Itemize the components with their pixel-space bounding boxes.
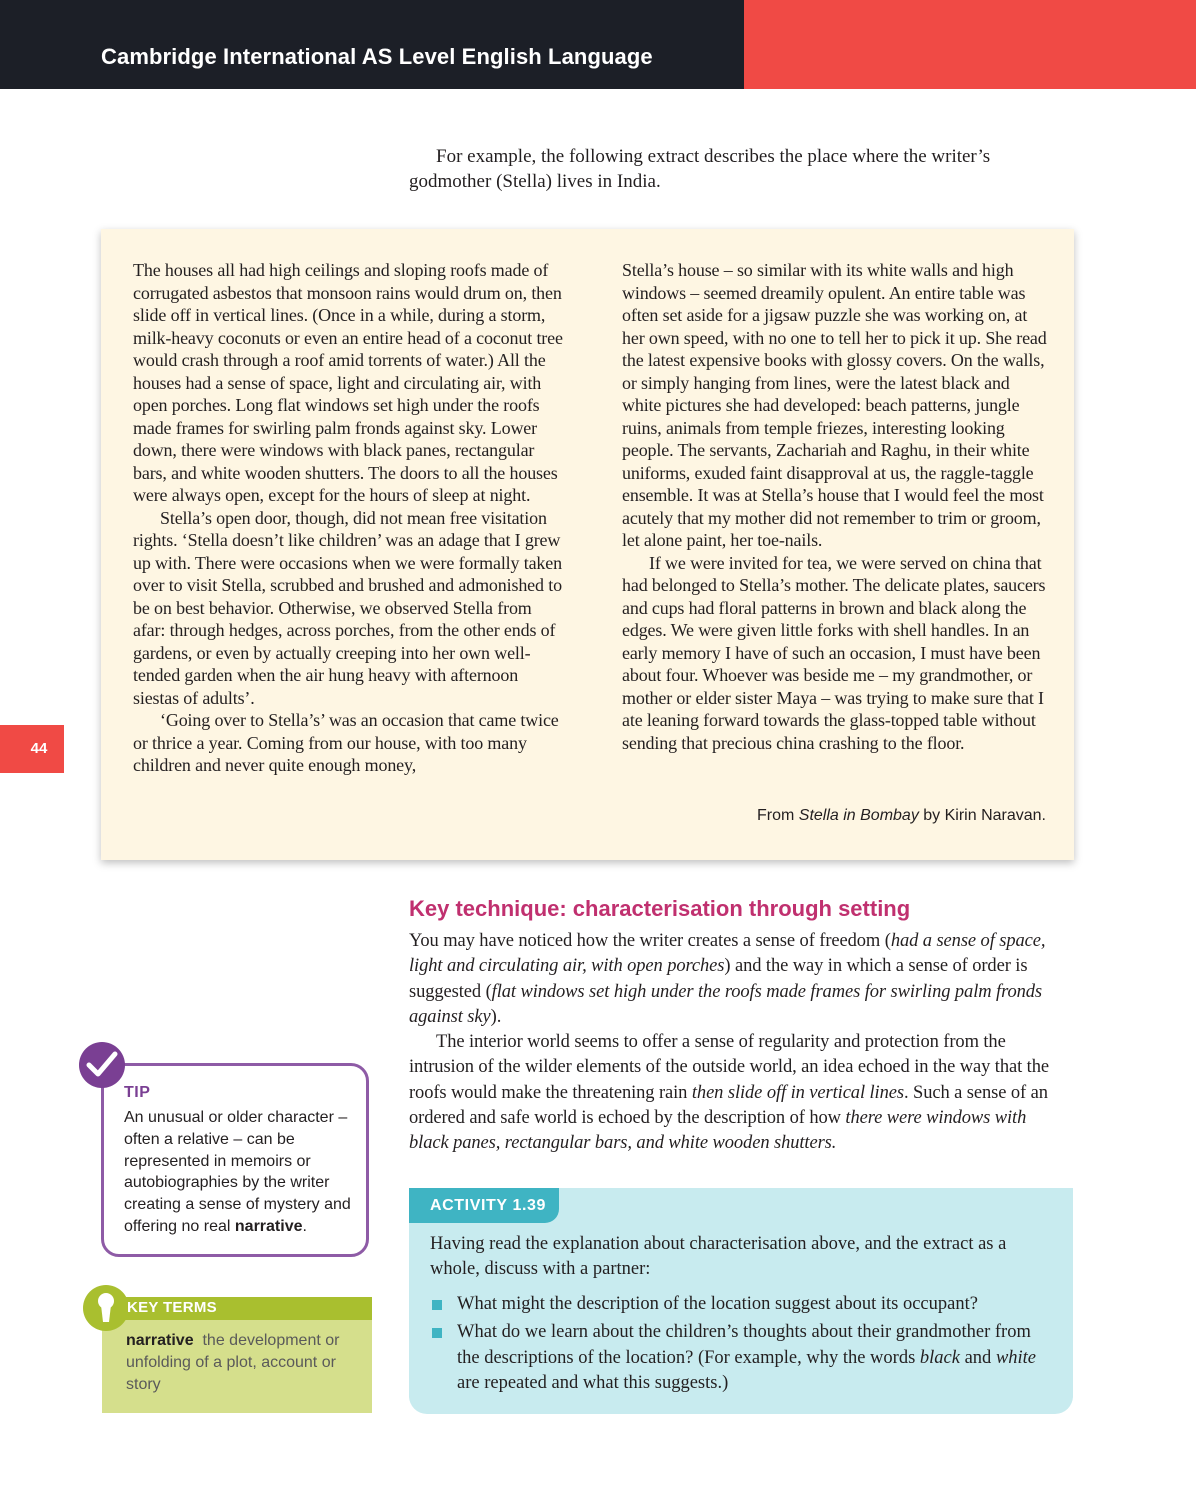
extract-source [757, 807, 1046, 825]
key-term: narrative [126, 1332, 194, 1349]
text-run: You may have noticed how the writer creates a sense of freedom ( [409, 931, 891, 951]
definition-text: the development or unfolding of a plot, account or story [126, 1332, 340, 1393]
question-text: What do we learn about the children’s thoughts about their grandmother from the descriptions of the location? (For example, why the words [457, 1322, 1031, 1368]
quote-run: flat windows set high under the roofs made frames for swirling palm fronds against sky [409, 981, 1043, 1027]
source-author: by Kirin Naravan. [918, 807, 1046, 824]
intro-text [409, 144, 1059, 194]
tip-text [124, 1107, 360, 1238]
keyhole-icon [83, 1285, 129, 1331]
list-item [430, 1320, 1055, 1396]
question-text: are repeated and what this suggests.) [457, 1372, 729, 1393]
checkmark-icon [79, 1042, 125, 1088]
quote-run: there were windows with black panes, rectangular bars, and white wooden shutters. [409, 1108, 1027, 1154]
extract-paragraph: Stella’s house – so similar with its white walls and high windows – seemed dreamily opulent. An entire table was often set aside for a jigsaw puzzle she was working on, at her own speed, with no one to tell her to pick it up. She read the latest expensive books with glossy covers. On the walls, or simply hanging from lines, were the latest black and white pictures she had developed: beach patterns, jungle ruins, animals from temple friezes, interesting looking people. The servants, Zachariah and Raghu, in their white uniforms, exuded faint disapproval at us, the raggle-taggle ensemble. It was at Stella’s house that I would feel the most acutely that my mother did not remember to trim or groom, let alone paint, her toe-nails. [622, 260, 1047, 550]
activity-questions [430, 1292, 1055, 1399]
text-run: ) and the way in which a sense of order is suggested ( [409, 956, 1028, 1002]
key-term-ref: narrative [234, 1217, 303, 1235]
bullet-icon [432, 1328, 442, 1338]
extract-box [101, 229, 1074, 860]
extract-paragraph: ‘Going over to Stella’s’ was an occasion that came twice or thrice a year. Coming from our house, with too many children and never quite enough money, [133, 710, 559, 775]
key-terms-label: KEY TERMS [127, 1299, 217, 1316]
key-technique-paragraph [409, 1030, 1069, 1156]
extract-paragraph: The houses all had high ceilings and sloping roofs made of corrugated asbestos that monsoon rains would drum on, then slide off in vertical lines. (Once in a while, during a storm, milk-heavy coconuts or even an entire head of a coconut tree would crash through a roof amid torrents of water.) All the houses had a sense of space, light and circulating air, with open porches. Long flat windows set high under the roofs made frames for swirling palm fronds against sky. Lower down, there were windows with black panes, rectangular bars, and white wooden shutters. The doors to all the houses were always open, except for the hours of sleep at night. [133, 260, 563, 505]
bullet-icon [432, 1300, 442, 1310]
text-run: The interior world seems to offer a sense of regularity and protection from the intrusion of the wilder elements of the outside world, an idea echoed in the way that the roofs would make the threatening rain [409, 1032, 1049, 1103]
quote-run: then slide off in vertical lines [691, 1082, 904, 1103]
extract-paragraph: If we were invited for tea, we were served on china that had belonged to Stella’s mother. The delicate plates, saucers and cups had floral patterns in brown and black along the edges. We were given little forks with shell handles. In an early memory I have of such an occasion, I must have been about four. Whoever was beside me – my grandmother, or mother or elder sister Maya – was trying to make sure that I ate leaning forward towards the glass-topped table without sending that precious china crashing to the floor. [622, 552, 1046, 753]
keyhole-icon-svg [94, 1292, 118, 1324]
list-item [430, 1292, 1055, 1317]
key-technique-body [409, 929, 1069, 1157]
source-prefix: From [756, 807, 799, 824]
intro-paragraph: For example, the following extract describes the place where the writer’s godmother (Stella) lives in India. [409, 146, 991, 192]
extract-paragraph: Stella’s open door, though, did not mean free visitation rights. ‘Stella doesn’t like children’ was an adage that I grew up with. There were occasions when we were formally taken over to visit Stella, scrubbed and brushed and admonished to be on best behavior. Otherwise, we observed Stella from afar: through hedges, across porches, from the other ends of gardens, or even by actually creeping into her own well-tended garden when the air hung heavy with afternoon siestas of adults’. [133, 507, 562, 708]
checkmark-icon-svg [86, 1050, 118, 1080]
tip-title: TIP [124, 1084, 151, 1101]
key-technique-paragraph [409, 929, 1069, 1030]
key-term-definition [126, 1330, 362, 1396]
activity-intro: Having read the explanation about characterisation above, and the extract as a whole, discuss with a partner: [430, 1234, 1007, 1280]
key-technique-heading: Key technique: characterisation through setting [409, 896, 911, 921]
activity-label: ACTIVITY 1.39 [430, 1197, 546, 1214]
text-run: . [302, 1217, 307, 1235]
text-run: . Such a sense of an ordered and safe world is echoed by the description of how [409, 1082, 1048, 1129]
quote-run: white [995, 1347, 1037, 1368]
text-run: ). [490, 1006, 502, 1027]
question-text: and [959, 1347, 996, 1368]
header-accent-block [744, 0, 1196, 89]
extract-left-column [133, 259, 563, 777]
quote-run: black [919, 1347, 960, 1368]
book-title: Cambridge International AS Level English Language [101, 44, 653, 69]
question-text: What might the description of the location suggest about its occupant? [457, 1294, 978, 1314]
text-run: An unusual or older character – often a relative – can be represented in memoirs or autobiographies by the writer creating a sense of mystery and offering no real [124, 1109, 351, 1235]
source-title: Stella in Bombay [798, 807, 919, 824]
page-number: 44 [30, 740, 48, 757]
extract-right-column [622, 259, 1052, 754]
quote-run: had a sense of space, light and circulating air, with open porches [409, 931, 1046, 977]
